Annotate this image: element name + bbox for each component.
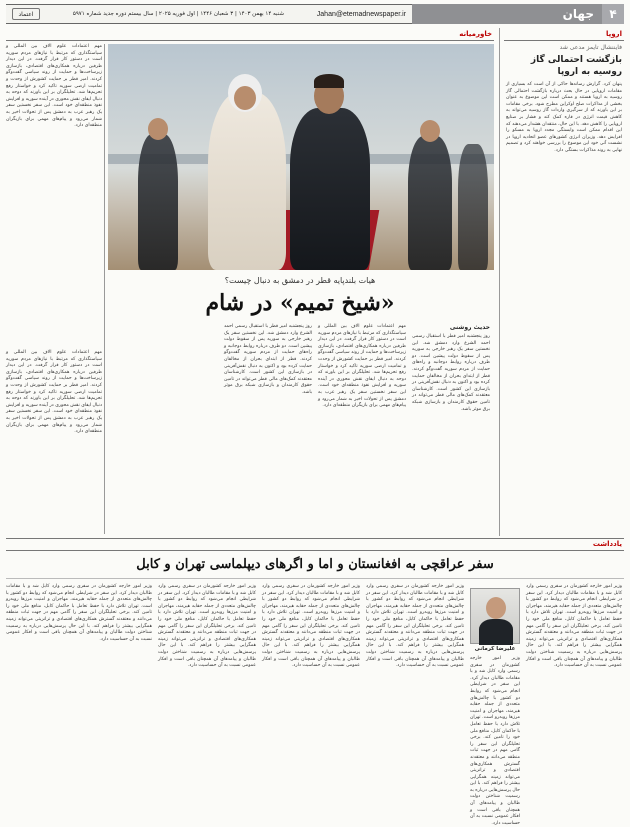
header-strip: [6, 4, 412, 24]
main-body-col1: روز پنجشنبه امیر قطر با استقبال رسمی احمد الشرع وارد دمشق شد. این نخستین سفر یک رهبر خارجی به سوریه پس از سقوط دولت پیشین است. دو طرف درباره روابط دوجانبه و راه‌های حمایت از مردم سوریه گفت‌وگو کردند. قطر از ابتدای بحران از مخالفان حمایت کرده بود و اکنون به دنبال نقش‌آفرینی در بازسازی این کشور است. کارشناسان معتقدند کمک‌های مالی قطر می‌تواند در تامین حقوق کارمندان و بازسازی شبکه برق موثر باشد.: [412, 334, 490, 412]
main-body-col4: مهم اعتمادات علوم الاف بین المللی و سیاستگذاری که مرتبط با نیازهای مردم سوریه است در دستور کار قرار گرفت. در این دیدار طرفین درباره همکاری‌های اقتصادی، بازسازی زیرساخت‌ها و حمایت از روند سیاسی گفت‌وگو کردند. امیر قطر بر حمایت کشورش از وحدت و تمامیت ارضی سوریه تاکید کرد و خواستار رفع تحریم‌ها شد. تحلیلگران بر این باورند که دوحه به دنبال ایفای نقش محوری در آینده سوریه و افزایش نفوذ منطقه‌ای خود است. این سفر نخستین سفر یک رهبر عرب به دمشق پس از تحولات اخیر به شمار می‌رود و پیام‌های مهمی برای بازیگران منطقه‌ای دارد.: [6, 350, 102, 435]
sharaa-figure: [290, 108, 370, 270]
left-column-body: مهم اعتمادات علوم الاف بین المللی و سیاستگذاری که مرتبط با نیازهای مردم سوریه است در دستور کار قرار گرفت. در این دیدار طرفین درباره همکاری‌های اقتصادی، بازسازی زیرساخت‌ها و حمایت از روند سیاسی گفت‌وگو کردند. امیر قطر بر حمایت کشورش از وحدت و تمامیت ارضی سوریه تاکید کرد و خواستار رفع تحریم‌ها شد. تحلیلگران بر این باورند که دوحه به دنبال ایفای نقش محوری در آینده سوریه و افزایش نفوذ منطقه‌ای خود است. این سفر نخستین سفر یک رهبر عرب به دمشق پس از تحولات اخیر به شمار می‌رود و پیام‌های مهمی برای بازیگران منطقه‌ای دارد.: [6, 44, 102, 129]
qatar-emir-figure: [208, 92, 286, 270]
main-kicker: هیات بلندپایه قطر در دمشق به دنبال چیست؟: [224, 276, 376, 285]
side-body: پنهان کرد. گزارش رسانه‌ها حاکی از آن است که بسیاری از مقامات اروپایی در حال بحث درباره بازگشت احتمالی گاز روسیه به اروپا هستند و ممکن است این موضوع به عنوان بخشی از مذاکرات صلح اوکراین مطرح شود. برخی مقامات بر این باورند که از سرگیری واردات گاز روسیه می‌تواند به کاهش قیمت انرژی در قاره کمک کند و فشار بر صنایع اروپایی را کاهش دهد. با این حال، منتقدان هشدار می‌دهند که این اقدام ممکن است وابستگی مجدد اروپا به مسکو را افزایش دهد. وزیران انرژی کشورهای عضو اتحادیه اروپا در نشست آتی خود این موضوع را بررسی خواهند کرد و تصمیم نهایی به روند مذاکرات بستگی دارد.: [506, 82, 622, 153]
main-headline: «شیخ تمیم» در شام: [205, 290, 395, 316]
side-kicker: فایننشال تایمز مدعی شد: [559, 44, 622, 51]
section-title: جهان: [412, 4, 602, 24]
label-europe: اروپا: [605, 30, 622, 38]
main-body-col3: روز پنجشنبه امیر قطر با استقبال رسمی احمد الشرع وارد دمشق شد. این نخستین سفر یک رهبر خارجی به سوریه پس از سقوط دولت پیشین است. دو طرف درباره روابط دوجانبه و راه‌های حمایت از مردم سوریه گفت‌وگو کردند. قطر از ابتدای بحران از مخالفان حمایت کرده بود و اکنون به دنبال نقش‌آفرینی در بازسازی این کشور است. کارشناسان معتقدند کمک‌های مالی قطر می‌تواند در تامین حقوق کارمندان و بازسازی شبکه برق موثر باشد.: [224, 324, 312, 395]
page-number: ۴: [602, 4, 624, 24]
newspaper-logo: اعتماد: [12, 8, 40, 20]
bottom-body-col1: وزیر امور خارجه کشورمان در سفری رسمی وارد کابل شد و با مقامات طالبان دیدار کرد. این سفر در شرایطی انجام می‌شود که روابط دو کشور با چالش‌های متعددی از جمله حقابه هیرمند، مهاجران و امنیت مرزها روبه‌رو است. تهران تلاش دارد با حفظ تعامل با حاکمان کابل، منافع ملی خود را تامین کند. برخی تحلیلگران این سفر را گامی مهم در جهت ثبات منطقه می‌دانند و معتقدند گسترش همکاری‌های اقتصادی و ترانزیتی می‌تواند زمینه همگرایی بیشتر را فراهم کند. با این حال پرسش‌هایی درباره به رسمیت شناختن دولت طالبان و پیامدهای آن همچنان باقی است و افکار عمومی نسبت به آن حساسیت دارد.: [526, 584, 622, 669]
label-middle-east: خاورمیانه: [459, 30, 492, 38]
side-headline: بازگشت احتمالی گاز روسیه به اروپا: [530, 55, 622, 77]
bottom-headline: سفر عراقچی به افغانستان و اما و اگرهای دیپلماسی تهران و کابل: [136, 557, 494, 572]
bottom-body-col5: وزیر امور خارجه کشورمان در سفری رسمی وارد کابل شد و با مقامات طالبان دیدار کرد. این سفر در شرایطی انجام می‌شود که روابط دو کشور با چالش‌های متعددی از جمله حقابه هیرمند، مهاجران و امنیت مرزها روبه‌رو است. تهران تلاش دارد با حفظ تعامل با حاکمان کابل، منافع ملی خود را تامین کند. برخی تحلیلگران این سفر را گامی مهم در جهت ثبات منطقه می‌دانند و معتقدند گسترش همکاری‌های اقتصادی و ترانزیتی می‌تواند زمینه همگرایی بیشتر را فراهم کند. با این حال پرسش‌هایی درباره به رسمیت شناختن دولت طالبان و پیامدهای آن همچنان باقی است و افکار عمومی نسبت به آن حساسیت دارد.: [158, 584, 256, 669]
page-header: [6, 4, 624, 24]
bottom-body-col3: وزیر امور خارجه کشورمان در سفری رسمی وارد کابل شد و با مقامات طالبان دیدار کرد. این سفر در شرایطی انجام می‌شود که روابط دو کشور با چالش‌های متعددی از جمله حقابه هیرمند، مهاجران و امنیت مرزها روبه‌رو است. تهران تلاش دارد با حفظ تعامل با حاکمان کابل، منافع ملی خود را تامین کند. برخی تحلیلگران این سفر را گامی مهم در جهت ثبات منطقه می‌دانند و معتقدند گسترش همکاری‌های اقتصادی و ترانزیتی می‌تواند زمینه همگرایی بیشتر را فراهم کند. با این حال پرسش‌هایی درباره به رسمیت شناختن دولت طالبان و پیامدهای آن همچنان باقی است و افکار عمومی نسبت به آن حساسیت دارد.: [366, 584, 464, 669]
main-body-col2: مهم اعتمادات علوم الاف بین المللی و سیاستگذاری که مرتبط با نیازهای مردم سوریه است در دستور کار قرار گرفت. در این دیدار طرفین درباره همکاری‌های اقتصادی، بازسازی زیرساخت‌ها و حمایت از روند سیاسی گفت‌وگو کردند. امیر قطر بر حمایت کشورش از وحدت و تمامیت ارضی سوریه تاکید کرد و خواستار رفع تحریم‌ها شد. تحلیلگران بر این باورند که دوحه به دنبال ایفای نقش محوری در آینده سوریه و افزایش نفوذ منطقه‌ای خود است. این سفر نخستین سفر یک رهبر عرب به دمشق پس از تحولات اخیر به شمار می‌رود و پیام‌های مهمی برای بازیگران منطقه‌ای دارد.: [318, 324, 406, 409]
bottom-body-col6: وزیر امور خارجه کشورمان در سفری رسمی وارد کابل شد و با مقامات طالبان دیدار کرد. این سفر در شرایطی انجام می‌شود که روابط دو کشور با چالش‌های متعددی از جمله حقابه هیرمند، مهاجران و امنیت مرزها روبه‌رو است. تهران تلاش دارد با حفظ تعامل با حاکمان کابل، منافع ملی خود را تامین کند. برخی تحلیلگران این سفر را گامی مهم در جهت ثبات منطقه می‌دانند و معتقدند گسترش همکاری‌های اقتصادی و ترانزیتی می‌تواند زمینه همگرایی بیشتر را فراهم کند. با این حال پرسش‌هایی درباره به رسمیت شناختن دولت طالبان و پیامدهای آن همچنان باقی است و افکار عمومی نسبت به آن حساسیت دارد.: [6, 584, 152, 642]
main-photo: [108, 44, 494, 270]
dateline: شنبه ۱۴ بهمن ۱۴۰۳ | ۳ شعبان ۱۴۴۶ | اول فوریه ۲۰۲۵ | سال بیستم دوره جدید شماره ۵۹۷۱: [72, 11, 284, 17]
bottom-body-col2: وزیر امور خارجه کشورمان در سفری رسمی وارد کابل شد و با مقامات طالبان دیدار کرد. این سفر در شرایطی انجام می‌شود که روابط دو کشور با چالش‌های متعددی از جمله حقابه هیرمند، مهاجران و امنیت مرزها روبه‌رو است. تهران تلاش دارد با حفظ تعامل با حاکمان کابل، منافع ملی خود را تامین کند. برخی تحلیلگران این سفر را گامی مهم در جهت ثبات منطقه می‌دانند و معتقدند گسترش همکاری‌های اقتصادی و ترانزیتی می‌تواند زمینه همگرایی بیشتر را فراهم کند. با این حال پرسش‌هایی درباره به رسمیت شناختن دولت طالبان و پیامدهای آن همچنان باقی است و افکار عمومی نسبت به آن حساسیت دارد.: [470, 656, 520, 826]
bottom-author: علیرضا کرمانی: [474, 646, 516, 652]
author-photo: [470, 588, 520, 644]
main-author: حدیث روشنی: [449, 324, 490, 331]
label-note: یادداشت: [592, 540, 622, 548]
section-email[interactable]: Jahan@etemadnewspaper.ir: [316, 10, 406, 18]
bottom-body-col4: وزیر امور خارجه کشورمان در سفری رسمی وارد کابل شد و با مقامات طالبان دیدار کرد. این سفر در شرایطی انجام می‌شود که روابط دو کشور با چالش‌های متعددی از جمله حقابه هیرمند، مهاجران و امنیت مرزها روبه‌رو است. تهران تلاش دارد با حفظ تعامل با حاکمان کابل، منافع ملی خود را تامین کند. برخی تحلیلگران این سفر را گامی مهم در جهت ثبات منطقه می‌دانند و معتقدند گسترش همکاری‌های اقتصادی و ترانزیتی می‌تواند زمینه همگرایی بیشتر را فراهم کند. با این حال پرسش‌هایی درباره به رسمیت شناختن دولت طالبان و پیامدهای آن همچنان باقی است و افکار عمومی نسبت به آن حساسیت دارد.: [262, 584, 360, 669]
